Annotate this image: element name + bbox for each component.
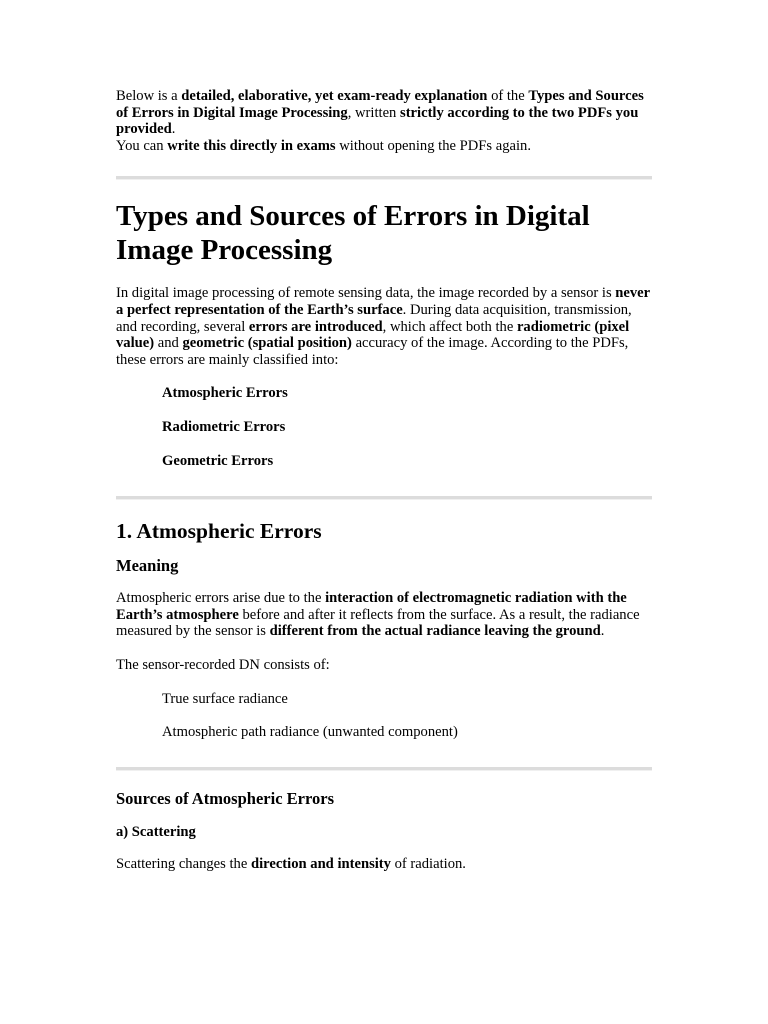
bold-text-run: detailed, elaborative, yet exam-ready explanation [181, 88, 488, 104]
scattering-paragraph [116, 856, 656, 873]
minor-heading: a) Scattering [116, 823, 196, 840]
text-run: before and after it reflects from the surface. As a result, the radiance measured by the sensor is [116, 606, 640, 640]
dn-intro-text: The sensor-recorded DN consists of: [116, 656, 330, 673]
text-run: You can [116, 137, 168, 154]
error-type-item: Atmospheric Errors [162, 385, 288, 402]
text-run: . During data acquisition, transmission, and recording, several [116, 301, 632, 335]
text-run: . [171, 121, 176, 138]
bold-text-run: never a perfect representation of the Earth’s surface [116, 285, 650, 318]
bold-text-run: write this directly in exams [167, 137, 336, 154]
dn-component-item: True surface radiance [162, 690, 288, 707]
bold-text-run: direction and intensity [250, 855, 391, 872]
error-type-item: Geometric Errors [162, 452, 274, 469]
subsection-heading: Meaning [116, 556, 179, 576]
text-run: Atmospheric errors arise due to the [116, 590, 326, 607]
text-run: , written [347, 104, 401, 121]
bold-text-run: different from the actual radiance leaving the ground [269, 623, 601, 640]
text-run: accuracy of the image. According to the PDFs, these errors are mainly classified into: [116, 335, 629, 368]
page-title: Types and Sources of Errors in Digital Image Processing [116, 200, 590, 267]
bold-text-run: errors are introduced [248, 318, 383, 335]
error-type-item: Radiometric Errors [162, 418, 286, 435]
bold-text-run: geometric (spatial position) [182, 335, 352, 352]
intro-note [116, 138, 656, 155]
text-run: Scattering changes the [116, 855, 251, 872]
overview-paragraph [116, 285, 656, 368]
text-run: In digital image processing of remote sensing data, the image recorded by a sensor is [116, 285, 616, 302]
bold-text-run: strictly according to the two PDFs you provided [116, 104, 639, 138]
bold-text-run: interaction of electromagnetic radiation with the Earth’s atmosphere [116, 590, 627, 623]
text-run: . [600, 623, 605, 640]
bold-text-run: Types and Sources of Errors in Digital Image Processing [116, 88, 644, 121]
text-run: Below is a [116, 88, 182, 104]
text-run: and [154, 335, 183, 352]
text-run: of the [487, 88, 529, 104]
text-run: of radiation. [390, 855, 466, 872]
meaning-paragraph [116, 590, 656, 640]
text-run: without opening the PDFs again. [335, 137, 531, 154]
section-heading: 1. Atmospheric Errors [116, 519, 322, 544]
subsection-heading: Sources of Atmospheric Errors [116, 788, 334, 808]
dn-component-item: Atmospheric path radiance (unwanted component) [162, 724, 458, 741]
bold-text-run: radiometric (pixel value) [116, 318, 630, 352]
text-run: , which affect both the [382, 318, 517, 335]
document-content [116, 88, 656, 872]
intro-paragraph [116, 88, 656, 138]
